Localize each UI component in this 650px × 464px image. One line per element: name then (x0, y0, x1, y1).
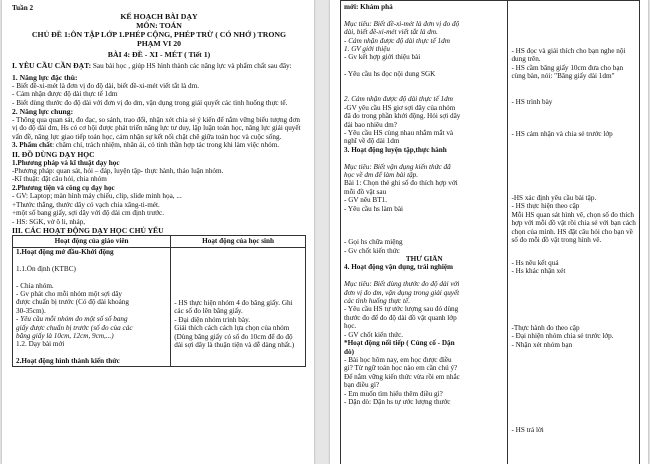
teacher-activity-line (344, 230, 504, 238)
teacher-activity-line: Mục tiêu: Biết đề-xi-mét là đơn vị đo độ (344, 19, 460, 28)
teacher-activity-line: nghĩ về độ dài 1dm (344, 137, 400, 146)
teacher-activity-line: - Gv chốt kiến thức (344, 246, 400, 255)
competency-specific-line: - Biết đề-xi-mét là đơn vị đo độ dài, biết đề-xi-mét viết tắt là dm. (12, 81, 200, 90)
teacher-activity-line: 4. Hoạt động vận dụng, trải nghiệm (344, 263, 454, 272)
teacher-activity-line (16, 349, 167, 357)
qualities-paragraph (12, 141, 306, 149)
teacher-activity-line: thước đo để đo độ dài đồ vật quanh lớp (344, 313, 457, 322)
teacher-activity-line: - Cảm nhận được độ dài thực tế 1dm (344, 36, 450, 45)
student-activity-block: - HS đọc và giải thích cho bạn nghe nội dung trên. - HS cầm băng giấy 10cm đưa cho bạn cùng bàn, nói: "Băng giấy dài 1dm" (511, 47, 626, 81)
competency-specific-line: - Cảm nhận được độ dài thực tế 1dm (12, 90, 118, 99)
teacher-activity-line: dò) (344, 347, 354, 356)
tools-heading: 2.Phương tiện và công cụ dạy học (12, 183, 115, 192)
requirements-text: Sau bài học , giúp HS hình thành các năng lực và phẩm chất sau đây: (91, 62, 292, 71)
tools-line: +Thước thẳng, thước dây có vạch chia xăng-ti-mét. (12, 200, 160, 209)
methods-line: -Kĩ thuật: đặt câu hỏi, chia nhóm (12, 175, 107, 184)
teacher-activity-line: - Gọi hs chữa miệng (344, 238, 403, 247)
teacher-activity-line: mỗi đồ vật sau (344, 187, 387, 196)
student-activity-block: - HS trình bày (511, 98, 553, 106)
teacher-activity-line: mới: Khám phá (344, 3, 393, 11)
requirements-heading: I. YÊU CẦU CẦN ĐẠT: (12, 61, 92, 71)
plan-title: KẾ HOẠCH BÀI DẠY (120, 12, 198, 22)
teacher-activity-line: Để nắm vững kiến thức vừa rồi em nhắc (344, 372, 460, 381)
teacher-activity-line: dài bao nhiêu dm? (344, 120, 397, 129)
student-activities-cell (171, 247, 306, 366)
teacher-activity-line: - Chia nhóm. (16, 281, 54, 290)
activities-table-left (12, 235, 306, 367)
teacher-activity-line (344, 221, 504, 229)
teacher-activities-cell (341, 1, 508, 464)
activities-heading: III. CÁC HOẠT ĐỘNG DẠY HỌC CHỦ YẾU (12, 225, 164, 235)
column-header-student: Hoạt động của học sinh (171, 235, 306, 247)
subject-title: MÔN: TOÁN (136, 21, 182, 31)
teacher-activity-line: - Yêu cầu mỗi nhóm đo một số số bang (16, 315, 128, 324)
teacher-activity-line: 2.Hoạt động hình thành kiến thức (16, 357, 120, 366)
teacher-activity-line (344, 79, 504, 87)
topic-title-line1: CHỦ ĐỀ 1:ÔN TẬP LỚP 1.PHÉP CỘNG, PHÉP TRỪ ( CÓ NHỚ ) TRONG (31, 30, 287, 40)
teacher-activity-line: - Em muốn tìm hiểu thêm điều gì? (344, 389, 443, 398)
teacher-activity-line: giấy được chuẩn bị trước (số đo của các (16, 323, 133, 332)
teacher-activity-line: học về dm để làm bài tập. (344, 171, 419, 180)
student-activity-block: -HS xác định yêu cầu bài tập. - HS thực hiện theo cặp Mỗi HS quan sát hình vẽ, chọn số đo thích hợp với mỗi đồ vật rồi chia sẻ với bạn cách chọn của mình. HS đặt câu hỏi cho bạn về số đo mỗi đồ vật trong hình vẽ. (511, 194, 636, 245)
teacher-activity-line: gì? Từ ngữ toán học nào em cần chú ý? (344, 364, 458, 373)
competency-specific-line: - Biết dùng thước đo độ dài với đơn vị đo dm, vận dụng trong giải quyết các tình huống thực tế. (12, 98, 288, 107)
teacher-activity-line (344, 213, 504, 221)
teacher-activity-line: - GV nêu BT1. (344, 196, 387, 205)
teacher-activity-line: - Dặn dò: Dặn hs tự ước lượng thước (344, 397, 451, 406)
teacher-activity-line: bạn điều gì? (344, 381, 380, 390)
student-activity-text: - HS thực hiện nhóm 4 đo băng giấy. Ghi các số đo lên băng giấy. - Đại diện nhóm trình bày. Giải thích cách cách lựa chọn của nhóm (Dùng băng giấy có số đo 10cm để đo độ dài sợi dây là thuận tiện và dễ dàng nhất.) (174, 298, 295, 349)
lesson-title: BÀI 4: ĐỀ - XI - MÉT ( Tiết 1) (107, 50, 211, 60)
teacher-activity-line: - Bài học hôm nay, em học được điều (344, 355, 452, 364)
tools-line: - HS: SGK, vở ô li, nháp, (12, 217, 86, 226)
teacher-activity-line (344, 272, 504, 280)
document-page-right (330, 0, 648, 464)
teacher-activity-line: - Gv kết hợp giới thiệu bài (344, 53, 421, 62)
week-label: Tuần 2 (12, 4, 34, 12)
teacher-activity-line (16, 256, 167, 264)
teacher-activity-line: THƯ GIÃN (405, 255, 443, 264)
teacher-activity-line (344, 154, 504, 162)
teacher-activity-line: đã đo trong phần khởi động. Hỏi sợi dây (344, 112, 461, 121)
teacher-activity-line: 2. Cảm nhận được độ dài thực tế 1dm (344, 95, 453, 104)
student-activity-block: - HS trả lời (511, 426, 544, 434)
student-activity-block: -Thực hành đo theo cặp - Đại nhiện nhóm chia sẻ trước lớp. - Nhận xét nhóm bạn (511, 324, 614, 349)
teacher-activity-line: 30-35cm). (16, 306, 46, 315)
teacher-activity-line (344, 87, 504, 95)
teacher-activity-line: được chuẩn bị trước (Có độ dài khoảng (16, 298, 129, 307)
teacher-activity-line: 1.1.Ổn định (KTBC) (16, 264, 76, 273)
teacher-activity-line: - Yêu cầu HS tự ước lượng sau đó dùng (344, 305, 459, 314)
methods-line: -Phương pháp: quan sát, hỏi – đáp, luyện tập- thực hành, thảo luận nhóm. (12, 167, 224, 176)
activities-table-right (340, 0, 640, 464)
qualities-heading: 3. Phẩm chất (12, 141, 53, 150)
teacher-activity-line: - Yêu cầu HS cùng nhau nhắm mắt và (344, 129, 454, 138)
competency-specific-heading: 1. Năng lực đặc thù: (12, 72, 78, 82)
teacher-activity-line: dài, biết đề-xi-mét viết tắt là dm. (344, 28, 438, 37)
student-activity-block: - Hs nêu kết quả - Hs khác nhận xét (511, 259, 566, 276)
column-header-teacher: Hoạt động của giáo viên (13, 235, 171, 247)
teacher-activity-line: - Gv phát cho mỗi nhóm một sợi dây (16, 289, 123, 298)
teacher-activity-line (16, 273, 167, 281)
teacher-activity-line: - Yêu cầu hs đọc nội dung SGK (344, 70, 436, 79)
teacher-activity-line: Mục tiêu: Biết vận dụng kiến thức đã (344, 162, 451, 171)
materials-heading: II. ĐỒ DÙNG DẠY HỌC (12, 149, 95, 159)
teacher-activity-line: - GV chốt kiến thức. (344, 330, 404, 339)
tools-line: +một số bang giấy, sợi dây với độ dài cm định trước. (12, 209, 165, 218)
teacher-activities-cell (13, 247, 171, 366)
student-activity-block: - HS cảm nhận và chia sẻ trước lớp (511, 130, 613, 138)
teacher-activity-line: *Hoạt động nối tiếp ( Củng cố - Dặn (344, 339, 455, 348)
teacher-activity-line: Bài 1: Chọn thẻ ghi số đo thích hợp với (344, 179, 458, 188)
teacher-activity-line: băng giấy là 10cm, 12cm, 9cm,...) (16, 331, 114, 340)
document-page-left (2, 0, 314, 464)
teacher-activity-line: đơn vị đo dm, vận dụng trong giải quyết (344, 288, 460, 297)
teacher-activity-line: 3. Hoạt động luyện tập,thực hành (344, 145, 447, 154)
requirements-paragraph (12, 61, 306, 70)
teacher-activity-line: học. (344, 322, 357, 331)
teacher-activity-line (344, 11, 504, 19)
teacher-activity-line: 1. GV giới thiệu (344, 45, 391, 54)
qualities-text: : chăm chỉ, trách nhiệm, nhân ái, có tinh thần hợp tác trong khi làm việc nhóm. (52, 141, 280, 150)
teacher-activity-line: - Yêu cầu hs làm bài (344, 204, 404, 213)
competency-general-heading: 2. Năng lực chung: (12, 107, 74, 117)
teacher-activity-line: 1.2. Dạy bài mới (16, 340, 65, 349)
teacher-activity-line: Mục tiêu: Biết dùng thước đo độ dài với (344, 280, 460, 289)
teacher-activity-line: 1.Hoạt động mở đầu-Khởi động (16, 247, 114, 256)
teacher-activity-line (344, 62, 504, 70)
methods-heading: 1.Phương pháp và kĩ thuật dạy học (12, 158, 120, 167)
tools-line: - GV: Laptop; màn hình máy chiếu, clip, slide minh họa, ... (12, 192, 182, 201)
teacher-activity-line: -GV yêu cầu HS giơ sợi dây của nhóm (344, 103, 456, 112)
competency-general-text: - Thông qua quan sát, đo đạc, so sánh, trao đổi, nhận xét chia sẻ ý kiến để nắm vững biểu tượng đơn vị đo độ dài dm, Hs có cơ hội được phát triển năng lực tư duy, lập luận toán học, năng lực giải quyết vấn đề, năng lực giao tiếp toán học, cảm nhận sự kết nối chặt chẽ giữa toán học và cuộc sống. (12, 116, 301, 141)
student-activities-cell (508, 1, 640, 464)
topic-title-line2: PHẠM VI 20 (136, 39, 182, 49)
teacher-activity-line: các tình huống thực tế. (344, 297, 410, 306)
